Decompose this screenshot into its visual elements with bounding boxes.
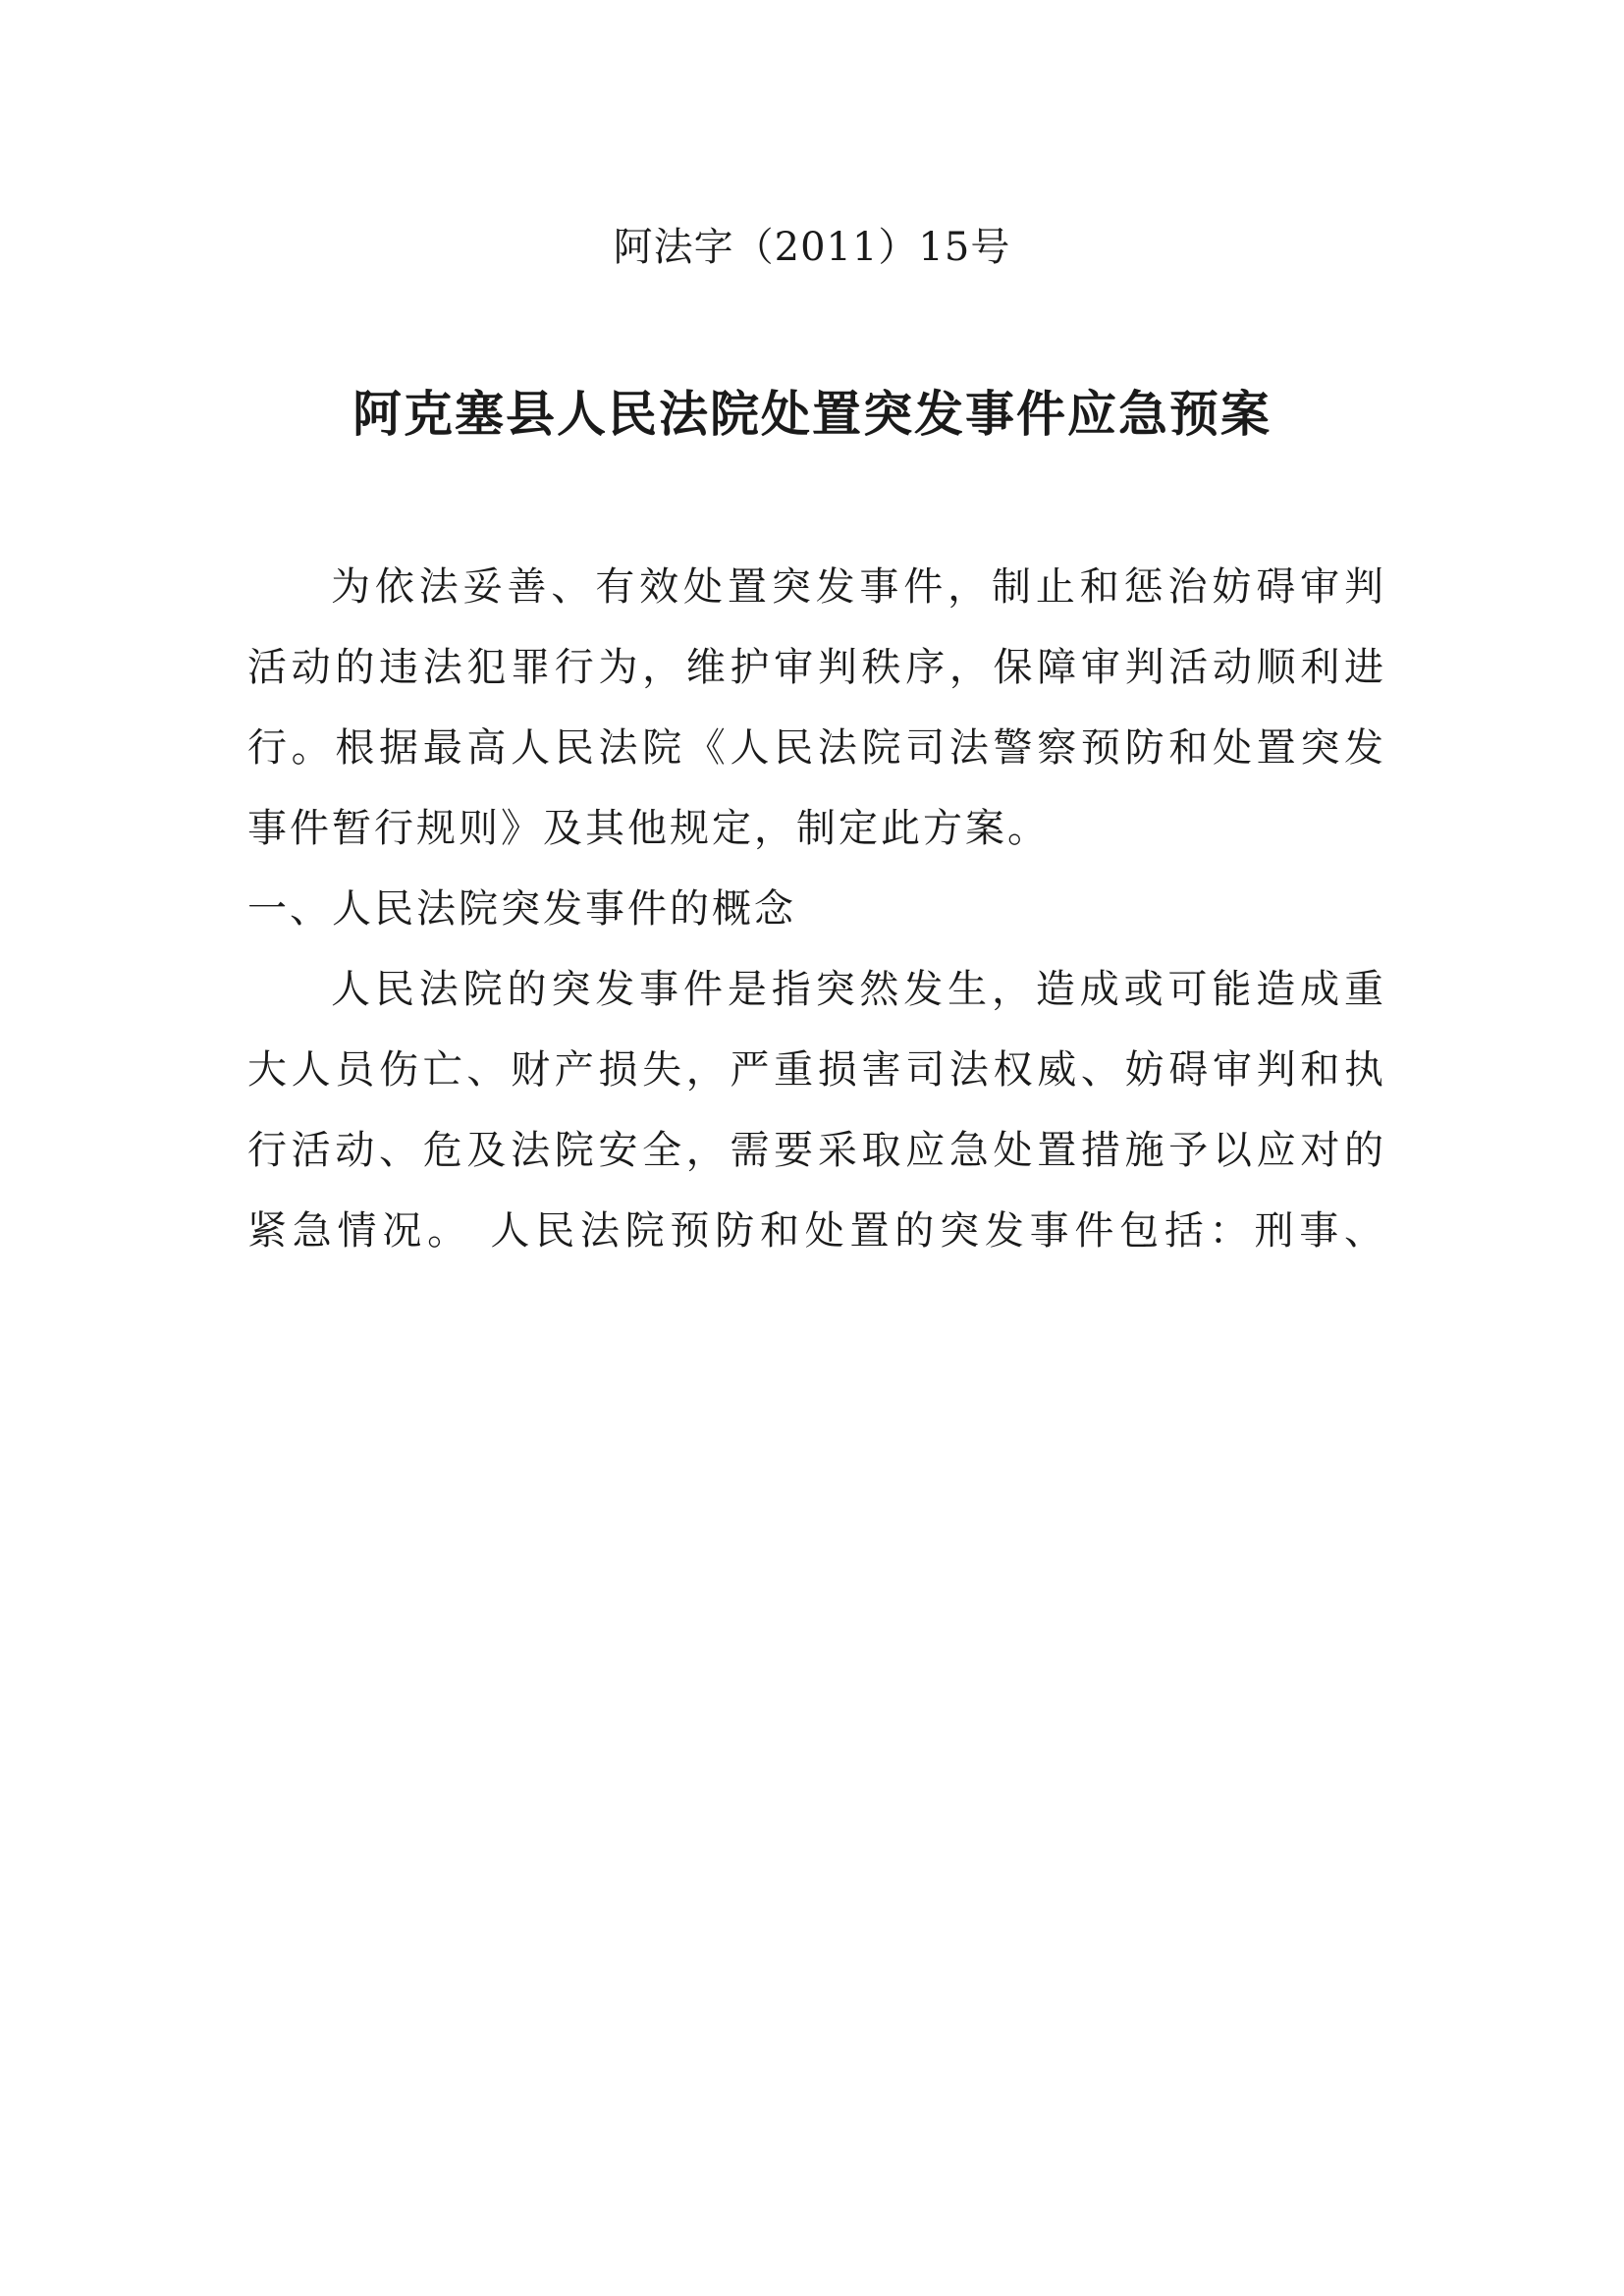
text-line: 行。根据最高人民法院《人民法院司法警察预防和处置突发 (247, 725, 1386, 771)
section-heading (247, 869, 1386, 949)
text-line: 事件暂行规则》及其他规定，制定此方案。 (247, 806, 1050, 851)
section-heading-text: 一、人民法院突发事件的概念 (247, 886, 796, 932)
document-body (247, 547, 1386, 1271)
document-title: 阿克塞县人民法院处置突发事件应急预案 (352, 386, 1272, 443)
paragraph-intro (247, 547, 1386, 869)
document-number: 阿法字（2011）15号 (613, 225, 1011, 270)
text-line: 为依法妥善、有效处置突发事件，制止和惩治妨碍审判 (331, 564, 1386, 610)
text-line: 行活动、危及法院安全，需要采取应急处置措施予以应对的 (247, 1128, 1386, 1173)
text-line: 大人员伤亡、财产损失，严重损害司法权威、妨碍审判和执 (247, 1047, 1386, 1093)
text-line: 活动的违法犯罪行为，维护审判秩序，保障审判活动顺利进 (247, 645, 1386, 690)
text-line: 紧急情况。 人民法院预防和处置的突发事件包括：刑事、 (247, 1208, 1386, 1254)
paragraph-definition (247, 949, 1386, 1271)
text-line: 人民法院的突发事件是指突然发生，造成或可能造成重 (331, 967, 1386, 1012)
